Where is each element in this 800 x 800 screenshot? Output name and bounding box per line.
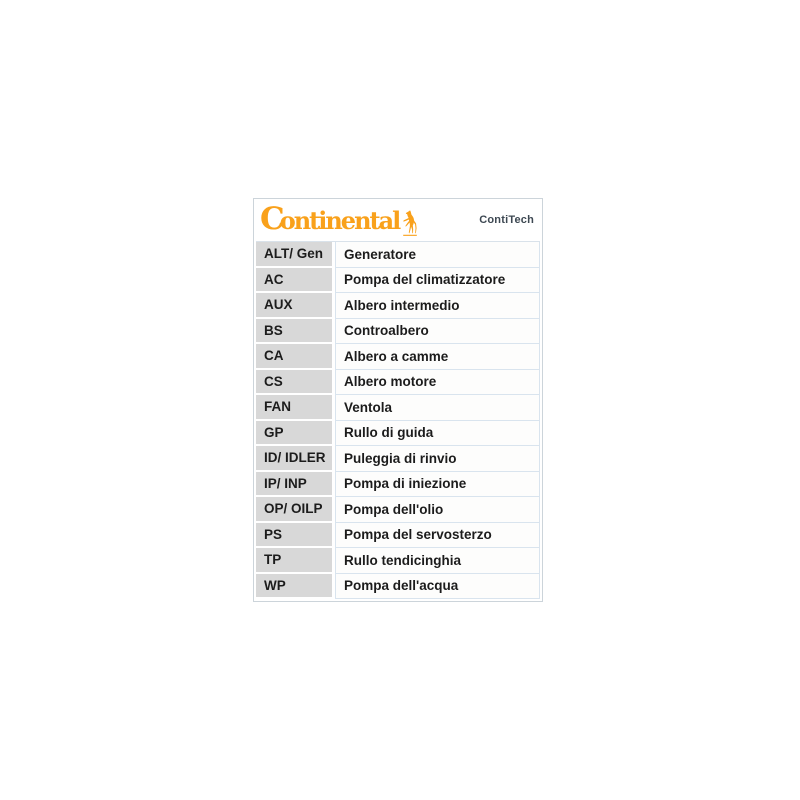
continental-logo-text: Continental <box>260 201 400 237</box>
table-row <box>256 268 540 294</box>
description-cell: Albero a camme <box>335 344 540 370</box>
abbreviation-cell: AC <box>256 268 332 294</box>
description-cell: Rullo di guida <box>335 421 540 447</box>
description-cell: Pompa dell'acqua <box>335 574 540 600</box>
description-cell: Pompa dell'olio <box>335 497 540 523</box>
abbreviation-cell: GP <box>256 421 332 447</box>
abbreviation-cell: ALT/ Gen <box>256 242 332 268</box>
brand-header <box>256 199 540 242</box>
description-cell: Generatore <box>335 242 540 268</box>
abbreviation-cell: PS <box>256 523 332 549</box>
continental-logo <box>260 201 418 237</box>
table-row <box>256 293 540 319</box>
table-row <box>256 395 540 421</box>
table-row <box>256 319 540 345</box>
table-row <box>256 421 540 447</box>
table-row <box>256 242 540 268</box>
description-cell: Pompa del climatizzatore <box>335 268 540 294</box>
description-cell: Albero motore <box>335 370 540 396</box>
description-cell: Pompa del servosterzo <box>335 523 540 549</box>
abbreviation-cell: BS <box>256 319 332 345</box>
table-row <box>256 574 540 600</box>
contitech-label: ContiTech <box>479 214 534 226</box>
abbreviation-cell: ID/ IDLER <box>256 446 332 472</box>
table-row <box>256 446 540 472</box>
abbreviation-cell: TP <box>256 548 332 574</box>
abbreviation-cell: IP/ INP <box>256 472 332 498</box>
table-row <box>256 370 540 396</box>
abbreviation-cell: CA <box>256 344 332 370</box>
abbreviation-cell: FAN <box>256 395 332 421</box>
abbreviation-cell: OP/ OILP <box>256 497 332 523</box>
legend-card <box>253 198 543 602</box>
table-row <box>256 497 540 523</box>
description-cell: Rullo tendicinghia <box>335 548 540 574</box>
table-row <box>256 523 540 549</box>
legend-table <box>256 242 540 599</box>
abbreviation-cell: AUX <box>256 293 332 319</box>
abbreviation-cell: CS <box>256 370 332 396</box>
table-row <box>256 548 540 574</box>
description-cell: Puleggia di rinvio <box>335 446 540 472</box>
description-cell: Albero intermedio <box>335 293 540 319</box>
continental-rearing-horse-icon <box>401 209 418 236</box>
abbreviation-cell: WP <box>256 574 332 600</box>
description-cell: Pompa di iniezione <box>335 472 540 498</box>
table-row <box>256 344 540 370</box>
description-cell: Controalbero <box>335 319 540 345</box>
table-row <box>256 472 540 498</box>
description-cell: Ventola <box>335 395 540 421</box>
